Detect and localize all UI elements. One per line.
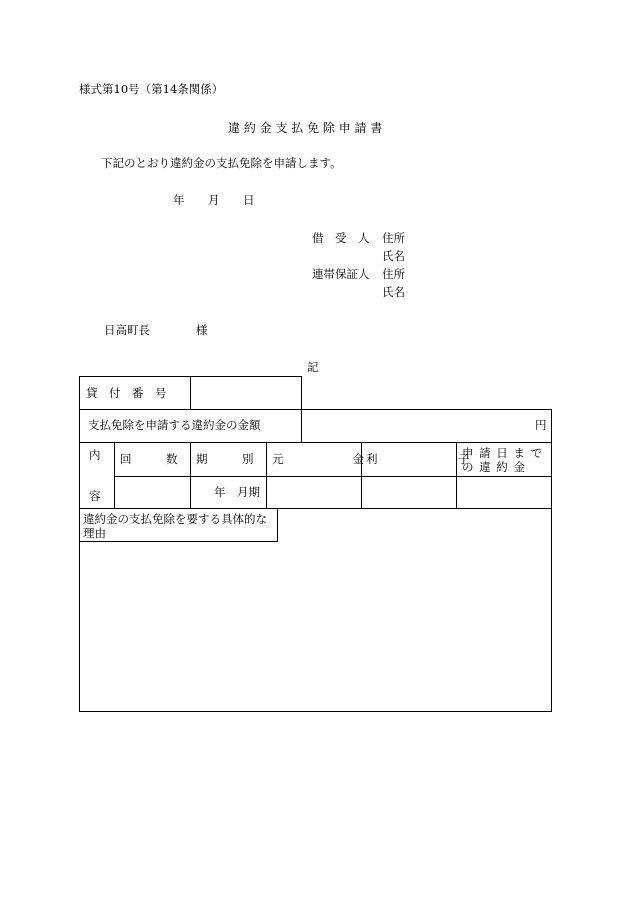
col-penalty-header: 申 請 日 ま で の 違 約 金 (462, 446, 544, 474)
col-kai-header: 回 数 (120, 452, 178, 466)
guarantor-address-label: 住所 (382, 267, 405, 281)
yen-unit: 円 (535, 418, 547, 432)
col-gankin-header: 元 金 (272, 452, 364, 466)
date-month: 月 (208, 193, 220, 207)
period-value: 年 月期 (214, 485, 260, 499)
borrower-name-label: 氏名 (382, 249, 405, 263)
naiyo-bottom: 容 (89, 489, 101, 503)
form-title: 違 約 金 支 払 免 除 申 請 書 (228, 121, 383, 135)
form-number: 様式第10号（第14条関係） (79, 82, 224, 96)
date-day: 日 (243, 193, 255, 207)
col-kibetsu-header: 期 別 (196, 452, 254, 466)
guarantor-name-label: 氏名 (382, 285, 405, 299)
guarantor-label: 連帯保証人 (312, 267, 370, 281)
reason-field[interactable] (80, 542, 550, 710)
loan-number-label: 貸 付 番 号 (86, 386, 167, 400)
col-rishi-header: 利 子 (366, 452, 470, 466)
amount-label: 支払免除を申請する違約金の金額 (88, 418, 261, 432)
borrower-address-label: 住所 (382, 231, 405, 245)
borrower-label: 借 受 人 (312, 231, 370, 245)
reason-label: 違約金の支払免除を要する具体的な理由 (83, 512, 267, 540)
naiyo-top: 内 (89, 448, 101, 462)
addressee-honorific: 様 (196, 323, 208, 337)
ki-marker: 記 (307, 360, 319, 374)
date-year: 年 (173, 193, 185, 207)
addressee-mayor: 日高町長 (104, 323, 150, 337)
intro-text: 下記のとおり違約金の支払免除を申請します。 (101, 156, 342, 170)
loan-number-field[interactable] (190, 377, 301, 409)
